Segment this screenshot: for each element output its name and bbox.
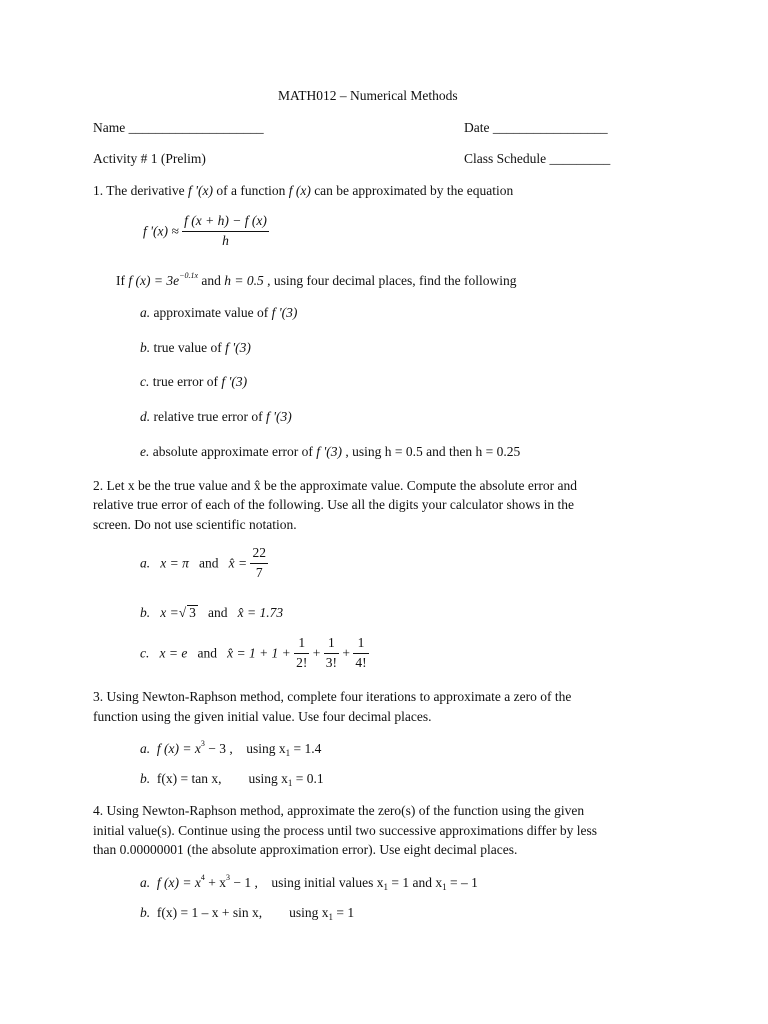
q4-item-a: a. f $(x) = x^4 + x^3 - 1$ , using initial values $x_1 = 1$ and $x_1$ = – 1 (140, 873, 478, 892)
page-title: MATH012 – Numerical Methods (278, 88, 458, 103)
q2-item-c: c. x = e and x̂ = 1 + 1 + $\frac{1}{2!}$ + $\frac{1}{3!}$ + $\frac{1}{4!}$ (140, 635, 367, 670)
q3-para-line-2: function using the given initial value. Use four decimal places. (93, 709, 432, 724)
q1-item-c: c. true error of f '(3) (140, 374, 248, 389)
q1-item-b: b. true value of f '(3) (140, 340, 251, 355)
q3-para-line-1: 3. Using Newton-Raphson method, complete four iterations to approximate a zero of the (93, 689, 572, 704)
date-field: Date _________________ (464, 120, 608, 135)
q4-para-line-3: than 0.00000001 (the absolute approximation error). Use eight decimal places. (93, 842, 518, 857)
activity-label: Activity # 1 (Prelim) (93, 151, 206, 166)
q1-item-a: a. approximate value of f '(3) (140, 305, 298, 320)
q4-para-line-2: initial value(s). Continue using the process until two successive approximations differ by less (93, 823, 598, 838)
q1-intro: 1. The derivative f '(x) of a function f (x) can be approximated by the equation (93, 183, 514, 198)
q3-item-b: b. f(x) = tan x, using $x_1 = 0.1$ (140, 771, 324, 788)
name-field: Name ____________________ (93, 120, 264, 135)
q2-para-line-3: screen. Do not use scientific notation. (93, 517, 297, 532)
q1-equation: f '(x) ≈ $\frac{f (x + h) - f (x)}{h}$ (143, 213, 267, 248)
q1-given: If f $(x) = 3e^{-0.1x}$ and h = 0.5 , using four decimal places, find the following (116, 271, 517, 288)
q3-item-a: a. f $(x) = x^3 - 3$ , using $x_1 = 1.4$ (140, 739, 322, 758)
q2-item-b: b. x =√ 3 and x̂ = 1.73 (140, 605, 284, 620)
q1-item-e: e. absolute approximate error of f '(3) , using h = 0.5 and then h = 0.25 (140, 444, 521, 459)
q4-item-b: b. f(x) = 1 – x + sin x, using $x_1 = 1$ (140, 905, 355, 922)
q4-para-line-1: 4. Using Newton-Raphson method, approximate the zero(s) of the function using the given (93, 803, 585, 818)
class-schedule-field: Class Schedule _________ (464, 151, 611, 166)
q2-item-a: a. x = π and x̂ = $\frac{22}{7}$ (140, 545, 266, 580)
q2-para-line-1: 2. Let x be the true value and x̂ be the approximate value. Compute the absolute error and (93, 478, 577, 493)
q2-para-line-2: relative true error of each of the following. Use all the digits your calculator shows in the (93, 497, 574, 512)
q1-item-d: d. relative true error of f '(3) (140, 409, 292, 424)
